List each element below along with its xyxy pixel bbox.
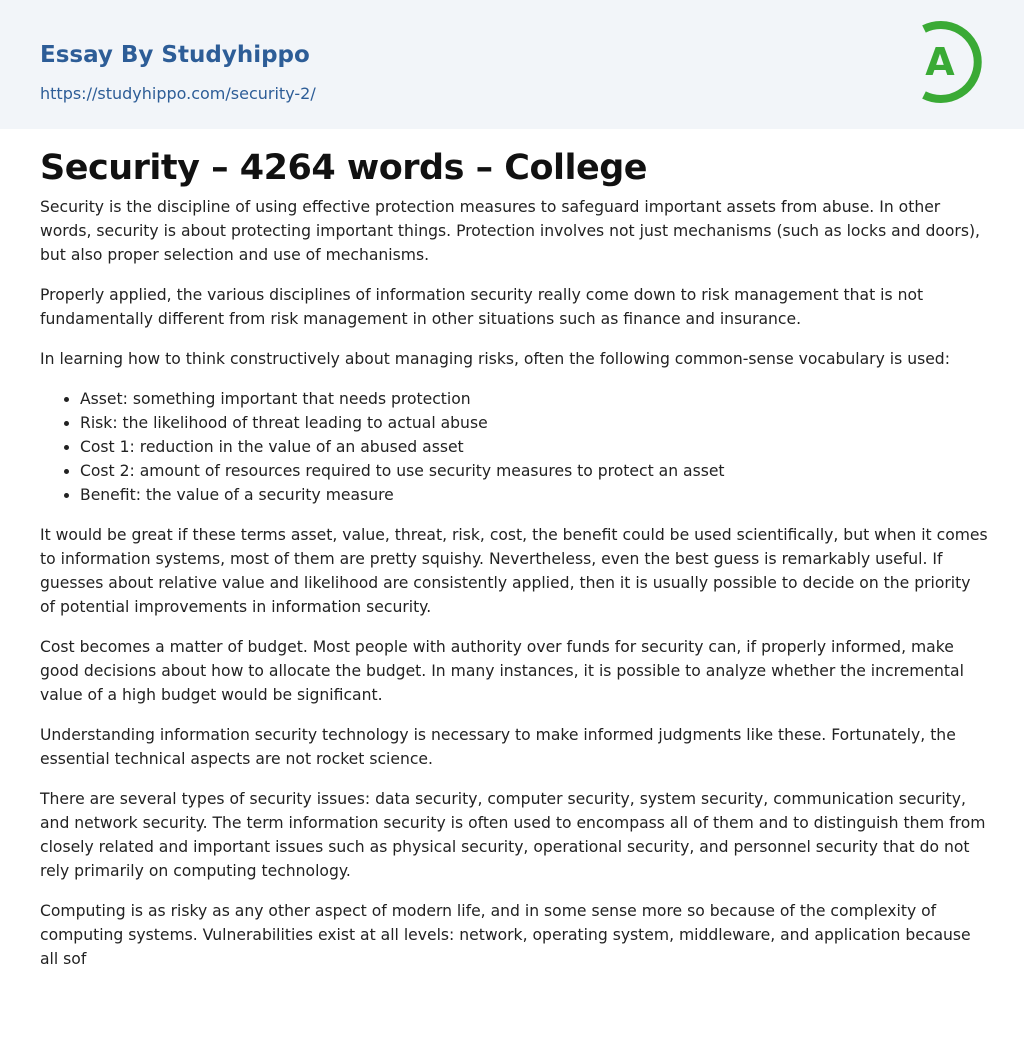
paragraph: Security is the discipline of using effective protection measures to safeguard important assets from abuse. In other words, security is about protecting important things. Protection involves not just mechanisms (such as locks and doors), but also proper selection and use of mechanisms.	[40, 198, 980, 264]
list-item: • Risk: the likelihood of threat leading to actual abuse	[80, 411, 990, 435]
list-item: • Cost 2: amount of resources required to use security measures to protect an asset	[80, 459, 990, 483]
paragraph: In learning how to think constructively about managing risks, often the following common-sense vocabulary is used:	[40, 350, 950, 368]
vocabulary-list	[40, 387, 990, 507]
source-url-link[interactable]: https://studyhippo.com/security-2/	[40, 84, 316, 103]
paragraph: Cost becomes a matter of budget. Most people with authority over funds for security can, if properly informed, make good decisions about how to allocate the budget. In many instances, it is possible to analyze whether the incremental value of a high budget would be significant.	[40, 638, 964, 704]
article	[40, 145, 990, 987]
brand-title: Essay By Studyhippo	[40, 42, 310, 68]
article-title: Security – 4264 words – College	[40, 148, 648, 188]
paragraph: It would be great if these terms asset, value, threat, risk, cost, the benefit could be used scientifically, but when it comes to information systems, most of them are pretty squishy. Nevertheless, even the best guess is remarkably useful. If guesses about relative value and likelihood are consistently applied, then it is usually possible to decide on the priority of potential improvements in information security.	[40, 526, 988, 616]
paragraph: Properly applied, the various disciplines of information security really come down to risk management that is not fundamentally different from risk management in other situations such as finance and insurance.	[40, 286, 924, 328]
list-item: • Asset: something important that needs protection	[80, 387, 990, 411]
list-item: • Benefit: the value of a security measure	[80, 483, 990, 507]
site-header	[0, 0, 1024, 129]
logo-letter: A	[925, 40, 955, 84]
paragraph: Understanding information security technology is necessary to make informed judgments like these. Fortunately, the essential technical aspects are not rocket science.	[40, 726, 956, 768]
paragraph: Computing is as risky as any other aspect of modern life, and in some sense more so because of the complexity of computing systems. Vulnerabilities exist at all levels: network, operating system, middleware, and application because all sof	[40, 902, 971, 968]
list-item: • Cost 1: reduction in the value of an abused asset	[80, 435, 990, 459]
studyhippo-logo-icon	[910, 17, 988, 107]
paragraph: There are several types of security issues: data security, computer security, system security, communication security, and network security. The term information security is often used to encompass all of them and to distinguish them from closely related and important issues such as physical security, operational security, and personnel security that do not rely primarily on computing technology.	[40, 790, 986, 880]
